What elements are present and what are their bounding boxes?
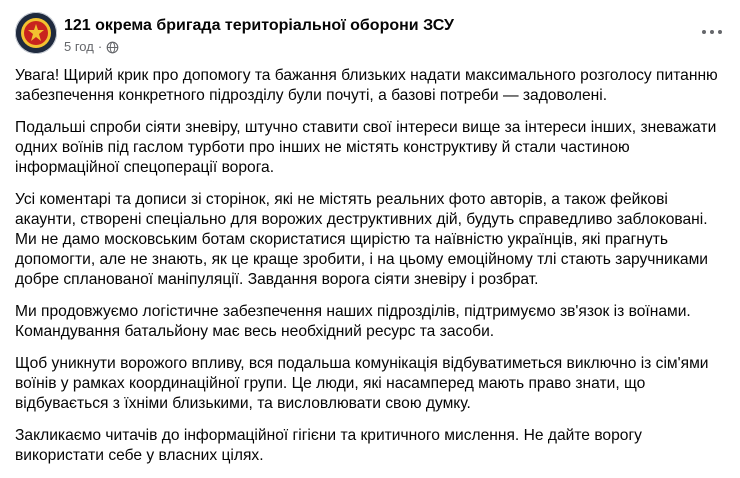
more-options-icon (702, 30, 706, 34)
more-dot (710, 30, 714, 34)
post-body (15, 66, 727, 478)
post-paragraph: Усі коментарі та дописи зі сторінок, які не містять реальних фото авторів, а також фейкові акаунти, створені спеціально для ворожих деструктивних дій, будуть справедливо заблоковані. Ми не дамо московським ботам скористатися щирістю та наївністю українців, які прагнуть допомогти, але не знають, як це краще зробити, і на цьому емоційному тлі стають заручниками добре спланованої маніпуляції. Завдання ворога сіяти зневіру і розбрат. (15, 191, 709, 288)
globe-icon (106, 41, 119, 54)
post-paragraph: Щоб уникнути ворожого впливу, вся подальша комунікація відбуватиметься виключно із сім'ями воїнів у рамках координаційної групи. Це люди, які насамперед мають право знати, що відбувається з їхніми близькими, та висловлювати свою думку. (15, 355, 709, 412)
meta-separator: · (97, 39, 103, 54)
post-paragraph: Подальші спроби сіяти зневіру, штучно ставити свої інтереси вище за інтереси інших, зневажати одних воїнів під гаслом турботи про інших не містять конструктиву й стали частиною інформаційної спецоперації ворога. (15, 119, 717, 176)
post-meta (64, 39, 119, 55)
post-paragraph: Закликаємо читачів до інформаційної гігієни та критичного мислення. Не дайте ворогу використати себе у власних цілях. (15, 427, 642, 464)
post-paragraph: Увага! Щирий крик про допомогу та бажання близьких надати максимального розголосу питанню забезпечення конкретного підрозділу були почуті, а базові потреби — задоволені. (15, 67, 718, 104)
page-name-link[interactable]: 121 окрема бригада територіальної оборони ЗСУ (64, 17, 454, 34)
post-header (15, 10, 740, 60)
more-options-button[interactable] (694, 20, 730, 44)
post-paragraph: Ми продовжуємо логістичне забезпечення наших підрозділів, підтримуємо зв'язок із воїнами. Командування батальйону має весь необхідний ресурс та засоби. (15, 303, 691, 340)
post-timestamp[interactable]: 5 год (64, 39, 94, 54)
brigade-emblem-icon (15, 12, 57, 54)
more-dot (718, 30, 722, 34)
page-avatar[interactable] (15, 12, 57, 54)
